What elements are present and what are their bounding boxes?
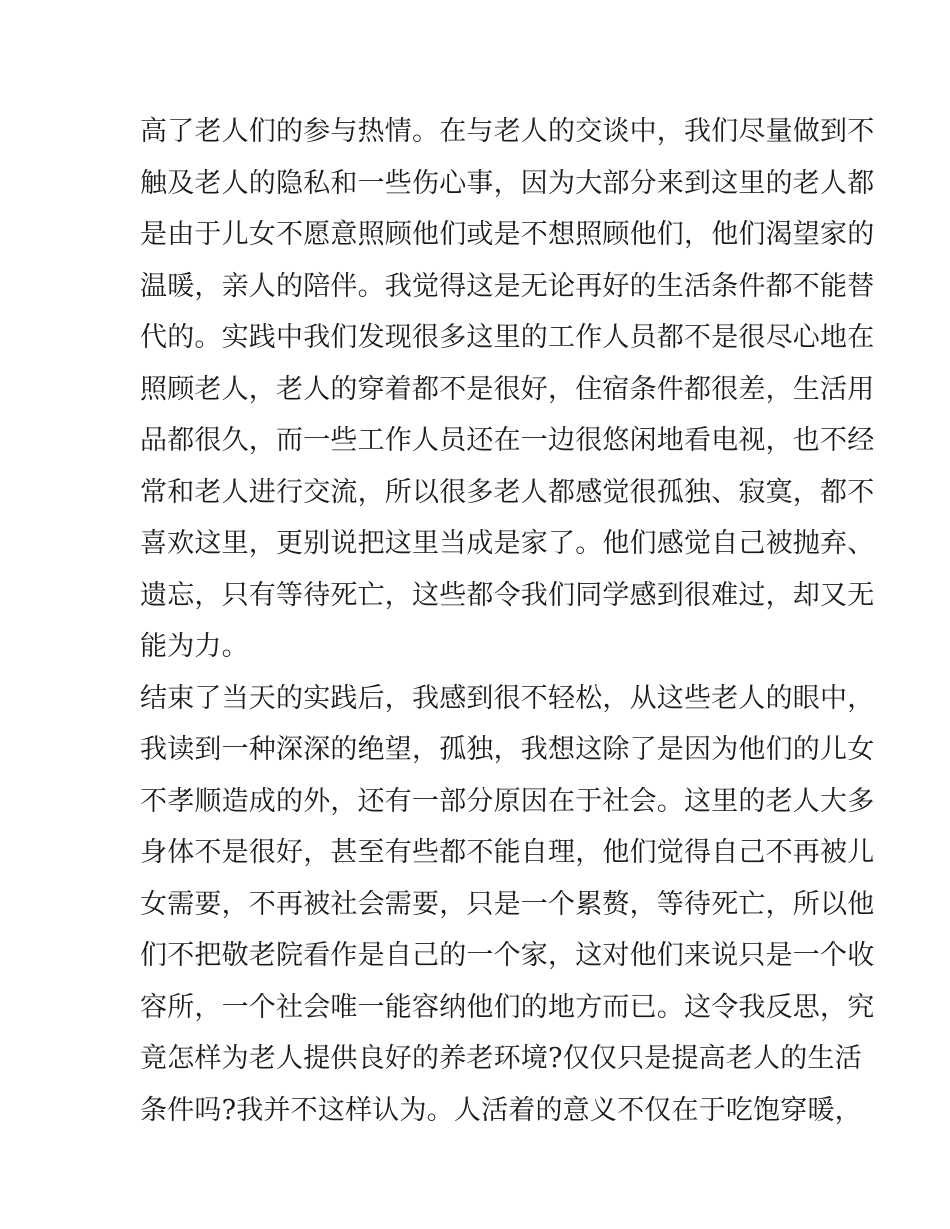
text-line-15: 身体不是很好，甚至有些都不能自理，他们觉得自己不再被儿	[140, 837, 875, 868]
body-text	[140, 106, 875, 1136]
text-line-3: 是由于儿女不愿意照顾他们或是不想照顾他们，他们渴望家的	[140, 219, 875, 250]
text-line-4: 温暖，亲人的陪伴。我觉得这是无论再好的生活条件都不能替	[140, 270, 875, 302]
text-line-19: 竟怎样为老人提供良好的养老环境?仅仅只是提高老人的生活	[140, 1043, 862, 1074]
text-line-14: 不孝顺造成的外，还有一部分原因在于社会。这里的老人大多	[140, 785, 875, 817]
text-line-17: 们不把敬老院看作是自己的一个家，这对他们来说只是一个收	[140, 940, 875, 971]
text-line-2: 触及老人的隐私和一些伤心事，因为大部分来到这里的老人都	[140, 167, 875, 199]
text-line-16: 女需要，不再被社会需要，只是一个累赘，等待死亡，所以他	[140, 888, 875, 920]
text-line-9: 喜欢这里，更别说把这里当成是家了。他们感觉自己被抛弃、	[140, 528, 875, 559]
text-line-18: 容所，一个社会唯一能容纳他们的地方而已。这令我反思，究	[140, 991, 875, 1023]
text-line-10: 遗忘，只有等待死亡，这些都令我们同学感到很难过，却又无	[140, 579, 875, 611]
text-line-13: 我读到一种深深的绝望，孤独，我想这除了是因为他们的儿女	[140, 734, 875, 765]
text-line-5: 代的。实践中我们发现很多这里的工作人员都不是很尽心地在	[140, 322, 875, 353]
text-line-20: 条件吗?我并不这样认为。人活着的意义不仅在于吃饱穿暖，	[140, 1094, 862, 1126]
text-line-6: 照顾老人，老人的穿着都不是很好，住宿条件都很差，生活用	[140, 373, 875, 405]
text-line-12: 结束了当天的实践后，我感到很不轻松，从这些老人的眼中，	[140, 682, 875, 714]
text-line-8: 常和老人进行交流，所以很多老人都感觉很孤独、寂寞，都不	[140, 476, 875, 508]
text-line-7: 品都很久，而一些工作人员还在一边很悠闲地看电视，也不经	[140, 425, 875, 456]
text-line-1: 高了老人们的参与热情。在与老人的交谈中，我们尽量做到不	[140, 116, 875, 147]
text-line-11: 能为力。	[140, 631, 249, 662]
